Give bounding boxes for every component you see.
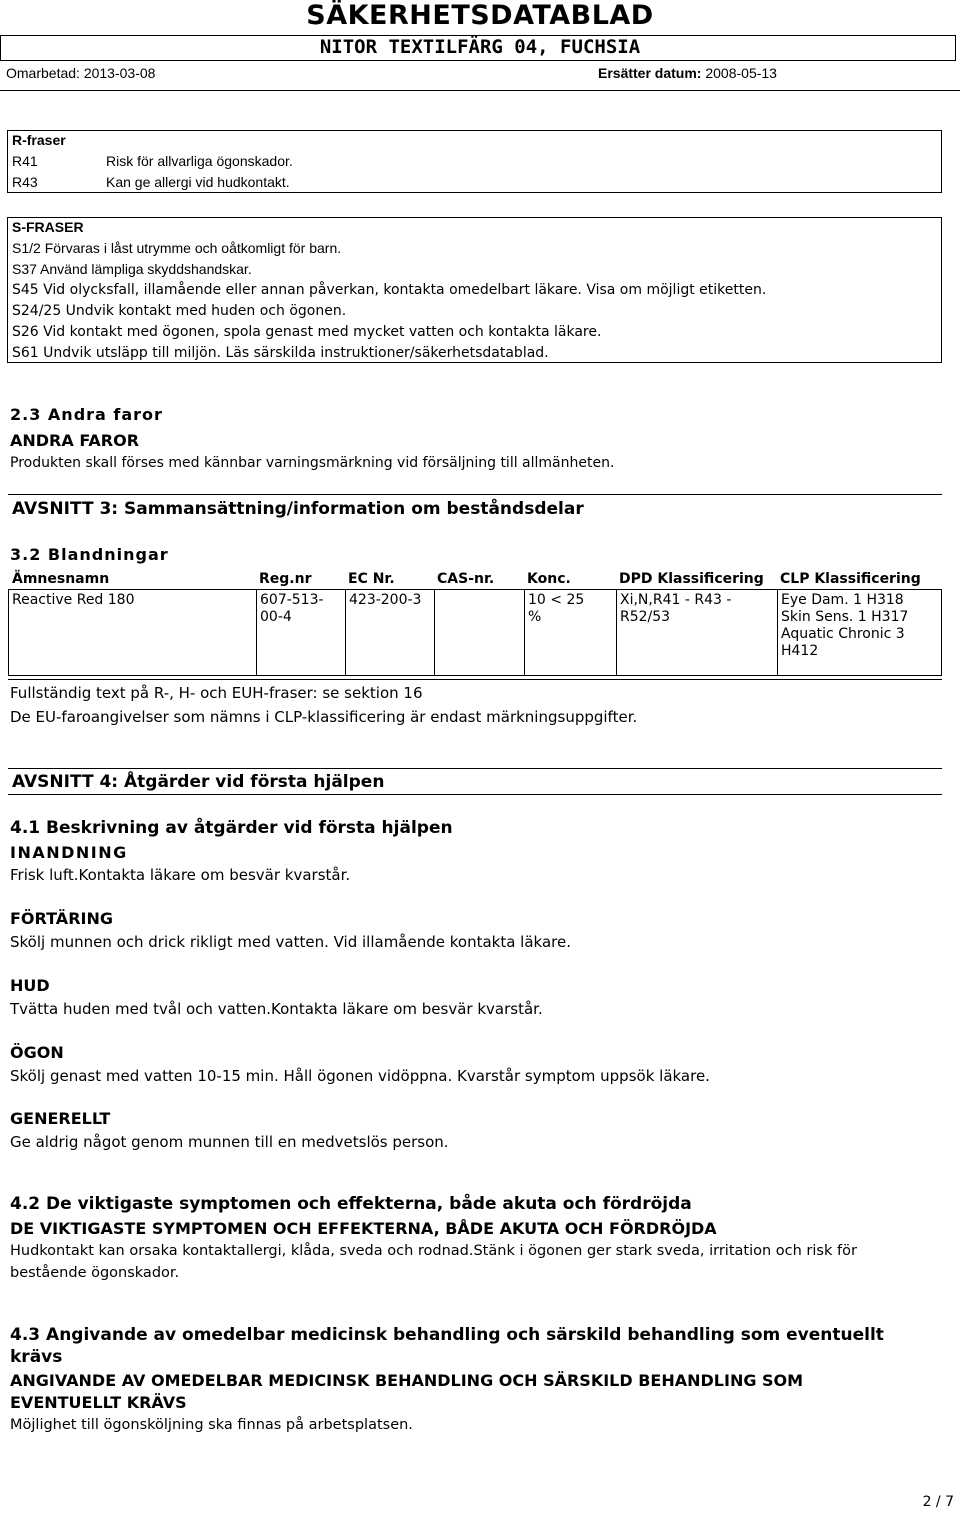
s-phrase: S61 Undvik utsläpp till miljön. Läs särskilda instruktioner/säkerhetsdatablad. xyxy=(12,345,549,361)
symptoms-text: Hudkontakt kan orsaka kontaktallergi, klåda, sveda och rodnad.Stänk i ögonen ger stark sveda, irritation och risk för xyxy=(10,1243,857,1259)
document-title: SÄKERHETSDATABLAD xyxy=(306,0,654,31)
treatment-caps: EVENTUELLT KRÄVS xyxy=(10,1393,187,1412)
eyes-title: ÖGON xyxy=(10,1043,64,1062)
section-3-heading: AVSNITT 3: Sammansättning/information om beståndsdelar xyxy=(12,499,584,519)
s-phrase: S1/2 Förvaras i låst utrymme och oåtkomligt för barn. xyxy=(12,240,342,256)
inhalation-title: INANDNING xyxy=(10,843,128,862)
treatment-caps: ANGIVANDE AV OMEDELBAR MEDICINSK BEHANDLING OCH SÄRSKILD BEHANDLING SOM xyxy=(10,1371,804,1390)
section-3-rule xyxy=(8,494,942,495)
column-divider xyxy=(777,590,778,676)
supersedes xyxy=(598,65,777,81)
treatment-heading: krävs xyxy=(10,1347,63,1367)
mixtures-heading: 3.2 Blandningar xyxy=(10,545,169,564)
column-divider xyxy=(345,590,346,676)
r-phrase-text: Kan ge allergi vid hudkontakt. xyxy=(106,174,290,190)
cell-clp: Eye Dam. 1 H318 xyxy=(781,592,904,608)
revision-date: Omarbetad: 2013-03-08 xyxy=(6,65,156,81)
clp-note: De EU-faroangivelser som nämns i CLP-klassificering är endast märkningsuppgifter. xyxy=(10,708,638,726)
section-4-underline xyxy=(8,794,942,795)
cell-reg-nr: 607-513- xyxy=(260,592,324,608)
ingestion-text: Skölj munnen och drick rikligt med vatten. Vid illamående kontakta läkare. xyxy=(10,933,571,951)
other-hazards-heading: 2.3 Andra faror xyxy=(10,405,163,424)
s-phrases-title: S-FRASER xyxy=(12,219,84,235)
symptoms-caps: DE VIKTIGASTE SYMPTOMEN OCH EFFEKTERNA, BÅDE AKUTA OCH FÖRDRÖJDA xyxy=(10,1219,717,1238)
r-phrase-code: R43 xyxy=(12,174,38,190)
general-title: GENERELLT xyxy=(10,1109,111,1128)
cell-concentration: % xyxy=(528,609,542,625)
column-divider xyxy=(524,590,525,676)
general-text: Ge aldrig något genom munnen till en medvetslös person. xyxy=(10,1133,449,1151)
section-4-rule xyxy=(8,768,942,769)
inhalation-text: Frisk luft.Kontakta läkare om besvär kvarstår. xyxy=(10,866,351,884)
r-phrase-code: R41 xyxy=(12,153,38,169)
section-4-heading: AVSNITT 4: Åtgärder vid första hjälpen xyxy=(12,772,385,792)
col-clp-classification: CLP Klassificering xyxy=(780,571,921,587)
full-text-note: Fullständig text på R-, H- och EUH-fraser: se sektion 16 xyxy=(10,684,423,702)
ingestion-title: FÖRTÄRING xyxy=(10,909,113,928)
composition-table-header xyxy=(0,571,960,591)
first-aid-description-heading: 4.1 Beskrivning av åtgärder vid första hjälpen xyxy=(10,818,453,838)
page-number: 2 / 7 xyxy=(922,1494,954,1510)
treatment-text: Möjlighet till ögonsköljning ska finnas på arbetsplatsen. xyxy=(10,1417,413,1433)
cell-dpd: Xi,N,R41 - R43 - xyxy=(620,592,732,608)
col-cas-nr: CAS-nr. xyxy=(437,571,495,587)
cell-clp: H412 xyxy=(781,643,819,659)
cell-substance-name: Reactive Red 180 xyxy=(12,592,135,608)
eyes-text: Skölj genast med vatten 10-15 min. Håll ögonen vidöppna. Kvarstår symptom uppsök läkare. xyxy=(10,1067,710,1085)
skin-text: Tvätta huden med tvål och vatten.Kontakta läkare om besvär kvarstår. xyxy=(10,1000,543,1018)
r-phrases-title: R-fraser xyxy=(12,132,66,148)
table-bottom-rule xyxy=(8,679,942,680)
col-concentration: Konc. xyxy=(527,571,571,587)
supersedes-label: Ersätter datum: xyxy=(598,65,702,81)
s-phrase: S37 Använd lämpliga skyddshandskar. xyxy=(12,261,252,277)
cell-ec-nr: 423-200-3 xyxy=(349,592,422,608)
cell-clp: Aquatic Chronic 3 xyxy=(781,626,905,642)
cell-concentration: 10 < 25 xyxy=(528,592,585,608)
cell-reg-nr: 00-4 xyxy=(260,609,292,625)
col-reg-nr: Reg.nr xyxy=(259,571,312,587)
col-dpd-classification: DPD Klassificering xyxy=(619,571,764,587)
col-ec-nr: EC Nr. xyxy=(348,571,395,587)
column-divider xyxy=(434,590,435,676)
symptoms-heading: 4.2 De viktigaste symptomen och effekterna, både akuta och fördröjda xyxy=(10,1194,692,1214)
s-phrase: S24/25 Undvik kontakt med huden och ögonen. xyxy=(12,303,347,319)
column-divider xyxy=(616,590,617,676)
other-hazards-subheading: ANDRA FAROR xyxy=(10,431,140,450)
s-phrase: S26 Vid kontakt med ögonen, spola genast med mycket vatten och kontakta läkare. xyxy=(12,324,602,340)
symptoms-text: bestående ögonskador. xyxy=(10,1265,180,1281)
treatment-heading: 4.3 Angivande av omedelbar medicinsk behandling och särskild behandling som eventuellt xyxy=(10,1325,884,1345)
supersedes-date: 2008-05-13 xyxy=(705,65,777,81)
cell-clp: Skin Sens. 1 H317 xyxy=(781,609,909,625)
product-name: NITOR TEXTILFÄRG 04, FUCHSIA xyxy=(319,36,641,58)
r-phrase-text: Risk för allvarliga ögonskador. xyxy=(106,153,293,169)
cell-dpd: R52/53 xyxy=(620,609,671,625)
header-divider xyxy=(0,90,960,91)
other-hazards-text: Produkten skall förses med kännbar varningsmärkning vid försäljning till allmänheten. xyxy=(10,455,615,471)
skin-title: HUD xyxy=(10,976,50,995)
s-phrase: S45 Vid olycksfall, illamående eller annan påverkan, kontakta omedelbart läkare. Visa om möjligt etiketten. xyxy=(12,282,767,298)
column-divider xyxy=(256,590,257,676)
col-substance-name: Ämnesnamn xyxy=(12,571,110,587)
